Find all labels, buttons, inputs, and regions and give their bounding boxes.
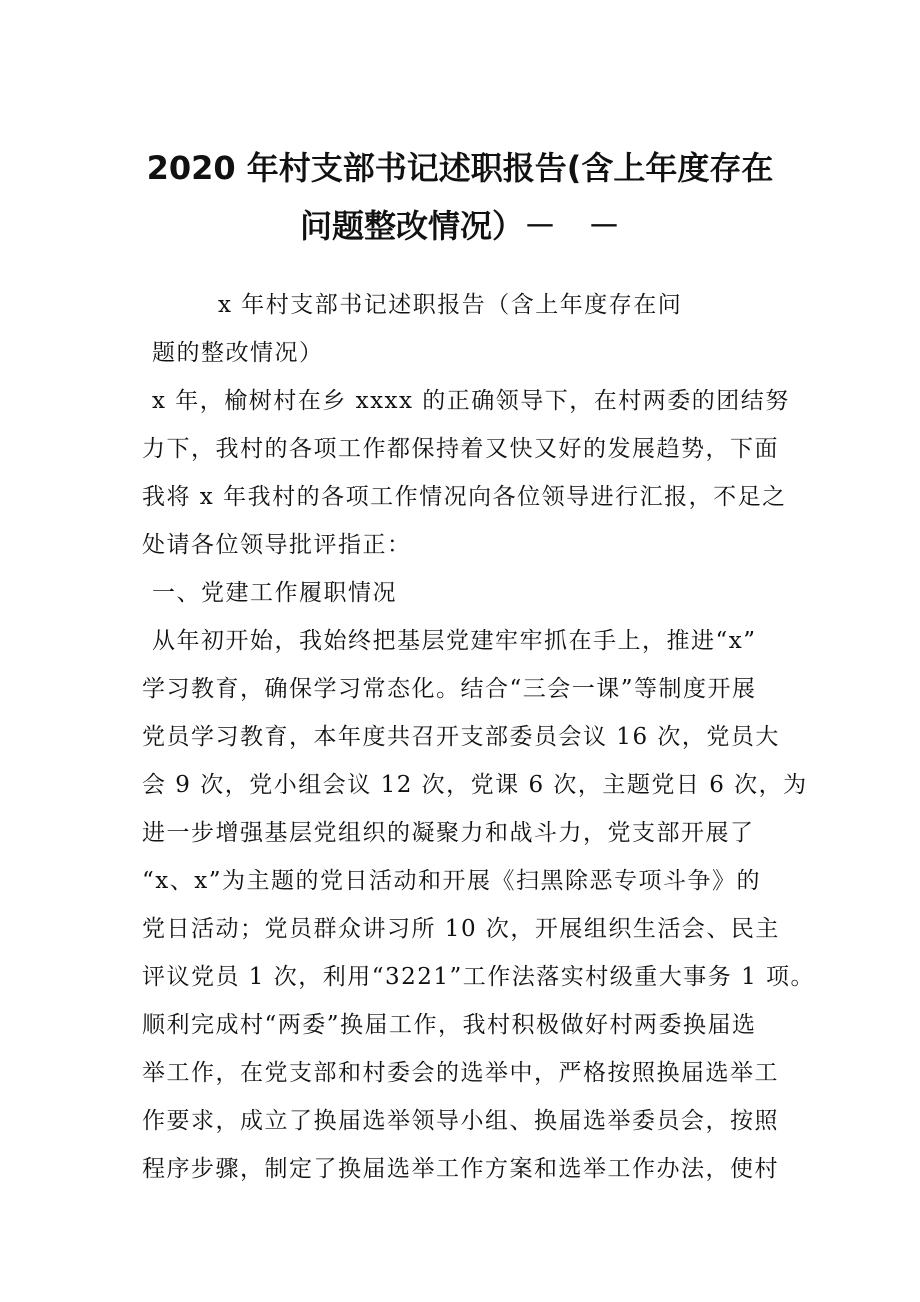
- body-line: 力下，我村的各项工作都保持着又快又好的发展趋势，下面: [142, 436, 779, 462]
- document-title-line-1: 2020 年村支部书记述职报告(含上年度存在: [146, 149, 774, 187]
- document-title-line-2: 问题整改情况）－ －: [299, 207, 620, 245]
- body-line: “x、x”为主题的党日活动和开展《扫黑除恶专项斗争》的: [142, 868, 761, 894]
- body-line: 评议党员 1 次，利用“3221”工作法落实村级重大事务 1 项。: [142, 964, 816, 990]
- subtitle-line-2: 题的整改情况）: [152, 340, 324, 366]
- body-line: 程序步骤，制定了换届选举工作方案和选举工作办法，使村: [142, 1156, 779, 1182]
- body-line: 党员学习教育，本年度共召开支部委员会议 16 次，党员大: [142, 724, 780, 750]
- body-line: 从年初开始，我始终把基层党建牢牢抓在手上，推进“x”: [152, 628, 757, 654]
- body-line: 党日活动；党员群众讲习所 10 次，开展组织生活会、民主: [142, 916, 780, 942]
- body-line: 顺利完成村“两委”换届工作，我村积极做好村两委换届选: [142, 1012, 757, 1038]
- body-line: 举工作，在党支部和村委会的选举中，严格按照换届选举工: [142, 1060, 779, 1086]
- body-line: 作要求，成立了换届选举领导小组、换届选举委员会，按照: [142, 1108, 779, 1134]
- body-line: 处请各位领导批评指正：: [142, 532, 412, 558]
- body-line: 学习教育，确保学习常态化。结合“三会一课”等制度开展: [142, 676, 757, 702]
- body-line: 我将 x 年我村的各项工作情况向各位领导进行汇报，不足之: [142, 484, 787, 510]
- body-line: 进一步增强基层党组织的凝聚力和战斗力，党支部开展了: [142, 820, 755, 846]
- subtitle-line-1: x 年村支部书记述职报告（含上年度存在问: [218, 292, 683, 318]
- section-heading: 一、党建工作履职情况: [152, 580, 397, 606]
- body-line: x 年，榆树村在乡 xxxx 的正确领导下，在村两委的团结努: [152, 388, 790, 414]
- body-line: 会 9 次，党小组会议 12 次，党课 6 次，主题党日 6 次，为: [142, 772, 808, 798]
